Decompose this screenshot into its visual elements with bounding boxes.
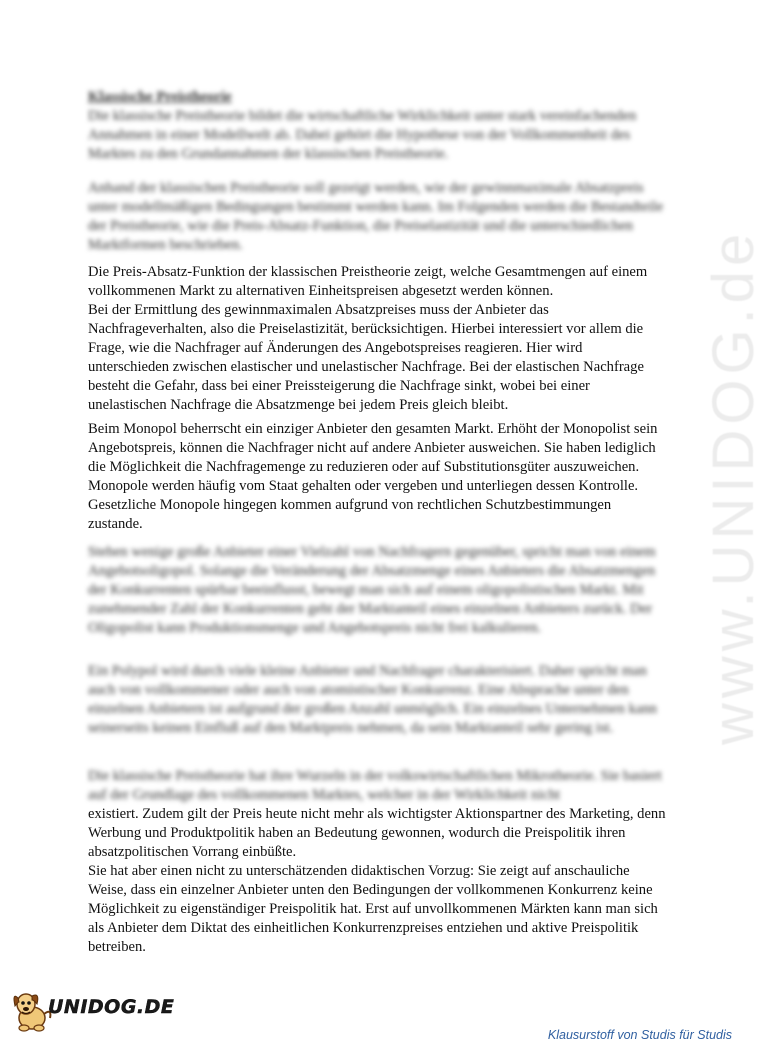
paragraph-preis-absatz: Die Preis-Absatz-Funktion der klassischen Preistheorie zeigt, welche Gesamtmengen auf einem vollkommenen Markt zu alternativen Einheitspreisen abgesetzt werden können. Bei der Ermittlung des gewinnmaximalen Absatzpreises muss der Anbieter das Nachfrageverhalten, also die Preiselastizität, berücksichtigen. Hierbei interessiert vor allem die Frage, wie die Nachfrager auf Änderungen des Angebotspreises reagieren. Hier wird unterschieden zwischen elastischer und unelastischer Nachfrage. Bei der elastischen Nachfrage besteht die Gefahr, dass bei einer Preissteigerung die Nachfrage sinkt, wobei bei einer unelastischen Nachfrage die Absatzmenge bei jedem Preis gleich bleibt. (88, 264, 648, 413)
blurred-intro-1: Die klassische Preistheorie bildet die wirtschaftliche Wirklichkeit unter stark vereinfachenden Annahmen in einer Modellwelt ab. Dabei gehört die Hypothese von der Vollkommenheit des Marktes zu den Grundannahmen der klassischen Preistheorie. (88, 108, 637, 162)
section-heading: Klassische Preistheorie (88, 89, 232, 105)
blurred-polypol: Ein Polypol wird durch viele kleine Anbieter und Nachfrager charakterisiert. Daher spricht man auch von vollkommener oder auch von atomistischer Konkurrenz. Eine Absprache unter den einzelnen Anbietern ist aufgrund der großen Anzahl unmöglich. Ein einzelnes Unternehmen kann seinerseits keinen Einfluß auf den Marktpreis nehmen, da sein Marktanteil sehr gering ist. (88, 663, 657, 736)
paragraph-monopol: Beim Monopol beherrscht ein einziger Anbieter den gesamten Markt. Erhöht der Monopolist sein Angebotspreis, können die Nachfrager nicht auf andere Anbieter ausweichen. Sie haben lediglich die Möglichkeit die Nachfragemenge zu reduzieren oder auf Substitutionsgüter auszuweichen. Monopole werden häufig vom Staat gehalten oder vergeben und unterliegen dessen Kontrolle. Gesetzliche Monopole hingegen kommen aufgrund von rechtlichen Schutzbestimmungen zustande. (88, 421, 658, 532)
logo-text: UNIDOG.DE (48, 996, 175, 1018)
footer-tagline: Klausurstoff von Studis für Studis (547, 1028, 732, 1042)
watermark: www.UNIDOG.de (701, 228, 766, 745)
blurred-intro-2: Anhand der klassischen Preistheorie soll gezeigt werden, wie der gewinnmaximale Absatzpreis unter modellmäßigen Bedingungen bestimmt werden kann. Im Folgenden werden die Bestandteile der Preistheorie, wie die Preis-Absatz-Funktion, die Preiselastizität und die unterschiedlichen Marktformen beschrieben. (88, 180, 664, 253)
blurred-oligopol: Stehen wenige große Anbieter einer Vielzahl von Nachfragern gegenüber, spricht man von einem Angebotsoligopol. Solange die Veränderung der Absatzmenge eines Anbieters die Absatzmengen der Konkurrenten spürbar beeinflusst, bewegt man sich auf einem oligopolistischen Markt. Mit zunehmender Zahl der Konkurrenten geht der Marktanteil eines einzelnen Anbieters zurück. Der Oligopolist kann Produktionsmenge und Angebotspreis nicht frei kalkulieren. (88, 544, 656, 636)
blurred-final-start: Die klassische Preistheorie hat ihre Wurzeln in der volkswirtschaftlichen Mikrotheorie. Sie basiert auf der Grundlage des vollkommenen Marktes, welcher in der Wirklichkeit nicht (88, 768, 662, 803)
unidog-logo (10, 990, 175, 1034)
paragraph-fazit: existiert. Zudem gilt der Preis heute nicht mehr als wichtigster Aktionspartner des Marketing, denn Werbung und Produktpolitik haben an Bedeutung gewonnen, wodurch die Preispolitik ihren absatzpolitischen Vorrang einbüßte. Sie hat aber einen nicht zu unterschätzenden didaktischen Vorzug: Sie zeigt auf anschauliche Weise, dass ein einzelner Anbieter unten den Bedingungen der vollkommenen Konkurrenz keine Möglichkeit zu eigenständiger Preispolitik hat. Erst auf unvollkommenen Märkten kann man sich als Anbieter dem Diktat des einheitlichen Konkurrenzpreises entziehen und aktive Preispolitik betreiben. (88, 806, 666, 955)
